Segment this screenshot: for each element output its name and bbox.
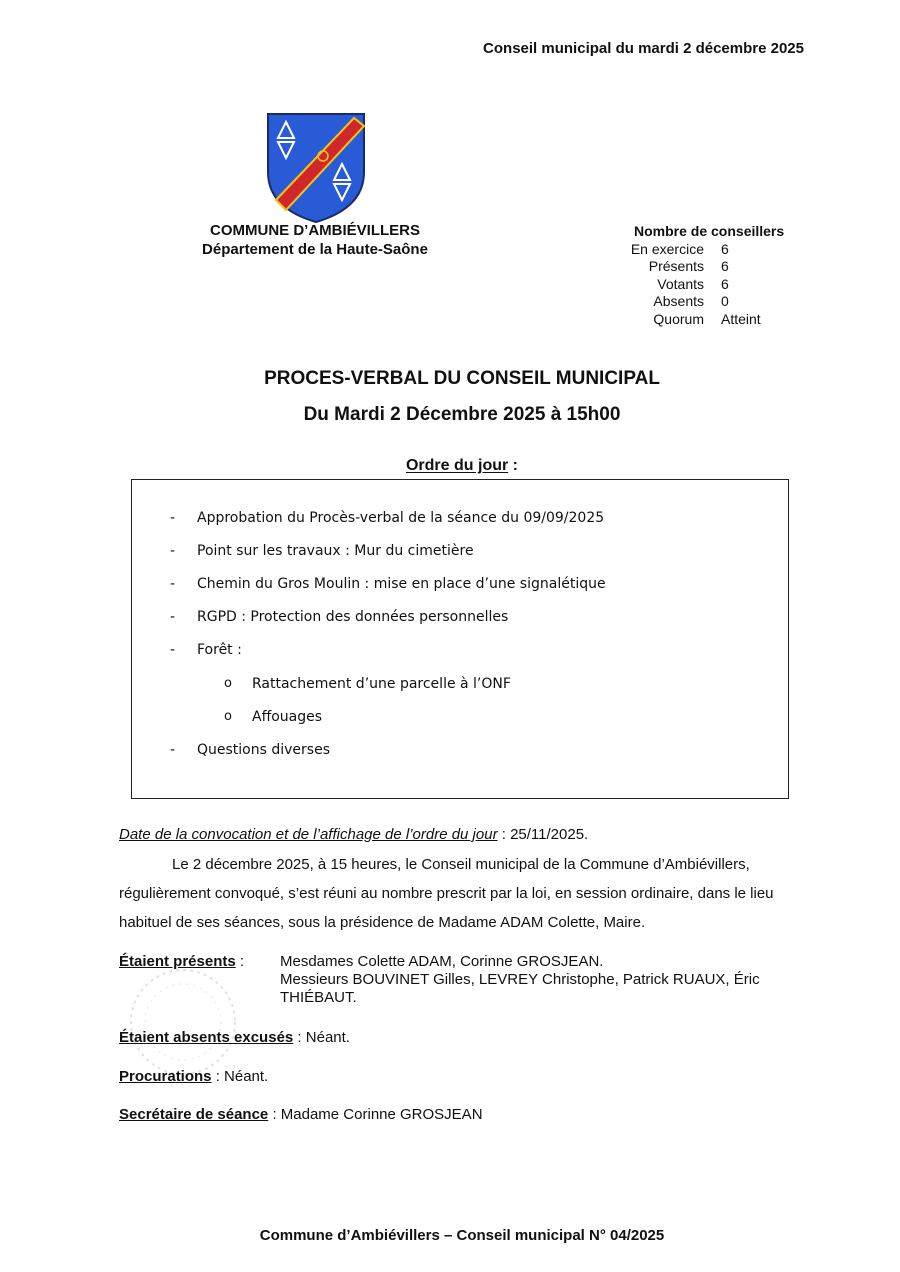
commune-department: Département de la Haute-Saône xyxy=(202,241,428,258)
coat-of-arms-icon xyxy=(266,112,366,224)
count-row xyxy=(600,241,761,258)
count-value: 6 xyxy=(721,275,729,292)
page-footer: Commune d’Ambiévillers – Conseil municipal N° 04/2025 xyxy=(259,1227,665,1244)
agenda-box xyxy=(131,479,789,799)
count-label: Votants xyxy=(657,275,704,292)
count-label: En exercice xyxy=(630,241,704,257)
list-dash: - xyxy=(170,510,176,526)
agenda-subitem-text: Rattachement d’une parcelle à l’ONF xyxy=(252,676,511,692)
presents-line: Mesdames Colette ADAM, Corinne GROSJEAN. xyxy=(280,953,604,970)
presents-colon: : xyxy=(235,953,245,970)
agenda-item-text: RGPD : Protection des données personnelles xyxy=(197,609,509,625)
commune-name: COMMUNE D’AMBIÉVILLERS xyxy=(210,222,420,239)
faint-stamp-icon xyxy=(118,962,248,1082)
procurations-label: Procurations xyxy=(119,1068,212,1085)
count-row xyxy=(600,276,761,293)
counts-heading: Nombre de conseillers xyxy=(634,223,785,239)
list-dash: - xyxy=(170,609,176,625)
list-bullet: o xyxy=(224,709,232,724)
convocation-line xyxy=(119,820,588,849)
header-title: Conseil municipal du mardi 2 décembre 2025 xyxy=(483,40,804,57)
convocation-label: Date de la convocation et de l’affichage de l’ordre du jour xyxy=(119,826,498,843)
presents-line: Messieurs BOUVINET Gilles, LEVREY Christophe, Patrick RUAUX, Éric THIÉBAUT. xyxy=(280,971,760,1006)
agenda-title-text: Ordre du jour xyxy=(405,457,509,474)
agenda-item-text: Chemin du Gros Moulin : mise en place d’une signalétique xyxy=(197,576,606,592)
absents-label: Étaient absents excusés xyxy=(119,1029,294,1046)
count-row xyxy=(600,293,761,310)
agenda-subitem-text: Affouages xyxy=(252,709,323,725)
agenda-item-text: Approbation du Procès-verbal de la séance du 09/09/2025 xyxy=(197,510,605,526)
presents-label-block xyxy=(119,953,244,971)
absents-line xyxy=(119,1029,350,1046)
count-value: 6 xyxy=(721,241,729,257)
count-label: Quorum xyxy=(653,310,704,327)
list-dash: - xyxy=(170,576,176,592)
presents-label: Étaient présents xyxy=(119,953,236,970)
secretary-label: Secrétaire de séance xyxy=(119,1106,269,1123)
count-label: Présents xyxy=(648,258,704,275)
list-dash: - xyxy=(170,642,176,658)
councillor-counts xyxy=(600,223,784,328)
document-subtitle: Du Mardi 2 Décembre 2025 à 15h00 xyxy=(303,404,621,425)
count-value: 0 xyxy=(721,293,729,310)
session-paragraph-text: Le 2 décembre 2025, à 15 heures, le Conseil municipal de la Commune d’Ambiévillers, régulièrement convoqué, s’est réuni au nombre prescrit par la loi, en session ordinaire, dans le lieu habituel de ses séances, sous la présidence de Madame ADAM Colette, Maire. xyxy=(119,856,774,931)
count-value: 6 xyxy=(721,258,729,275)
secretary-value: : Madame Corinne GROSJEAN xyxy=(268,1106,483,1123)
count-value: Atteint xyxy=(721,310,761,327)
agenda-title-colon: : xyxy=(508,457,518,474)
convocation-value: : 25/11/2025. xyxy=(497,826,589,843)
agenda-title xyxy=(0,457,900,475)
absents-value: : Néant. xyxy=(293,1029,350,1046)
agenda-item-text: Questions diverses xyxy=(197,742,330,758)
presents-list xyxy=(280,953,810,1007)
procurations-line xyxy=(119,1068,268,1085)
list-bullet: o xyxy=(224,676,232,691)
session-paragraph xyxy=(119,850,807,937)
agenda-item-text: Point sur les travaux : Mur du cimetière xyxy=(197,543,474,559)
list-dash: - xyxy=(170,742,176,758)
count-label: Absents xyxy=(653,293,704,310)
secretary-line xyxy=(119,1106,483,1123)
agenda-item-text: Forêt : xyxy=(197,642,242,658)
procurations-value: : Néant. xyxy=(211,1068,269,1085)
commune-block xyxy=(170,221,460,259)
count-row xyxy=(600,311,761,328)
count-row xyxy=(600,258,761,275)
list-dash: - xyxy=(170,543,176,559)
document-title: PROCES-VERBAL DU CONSEIL MUNICIPAL xyxy=(264,368,660,389)
counts-table xyxy=(600,241,761,328)
